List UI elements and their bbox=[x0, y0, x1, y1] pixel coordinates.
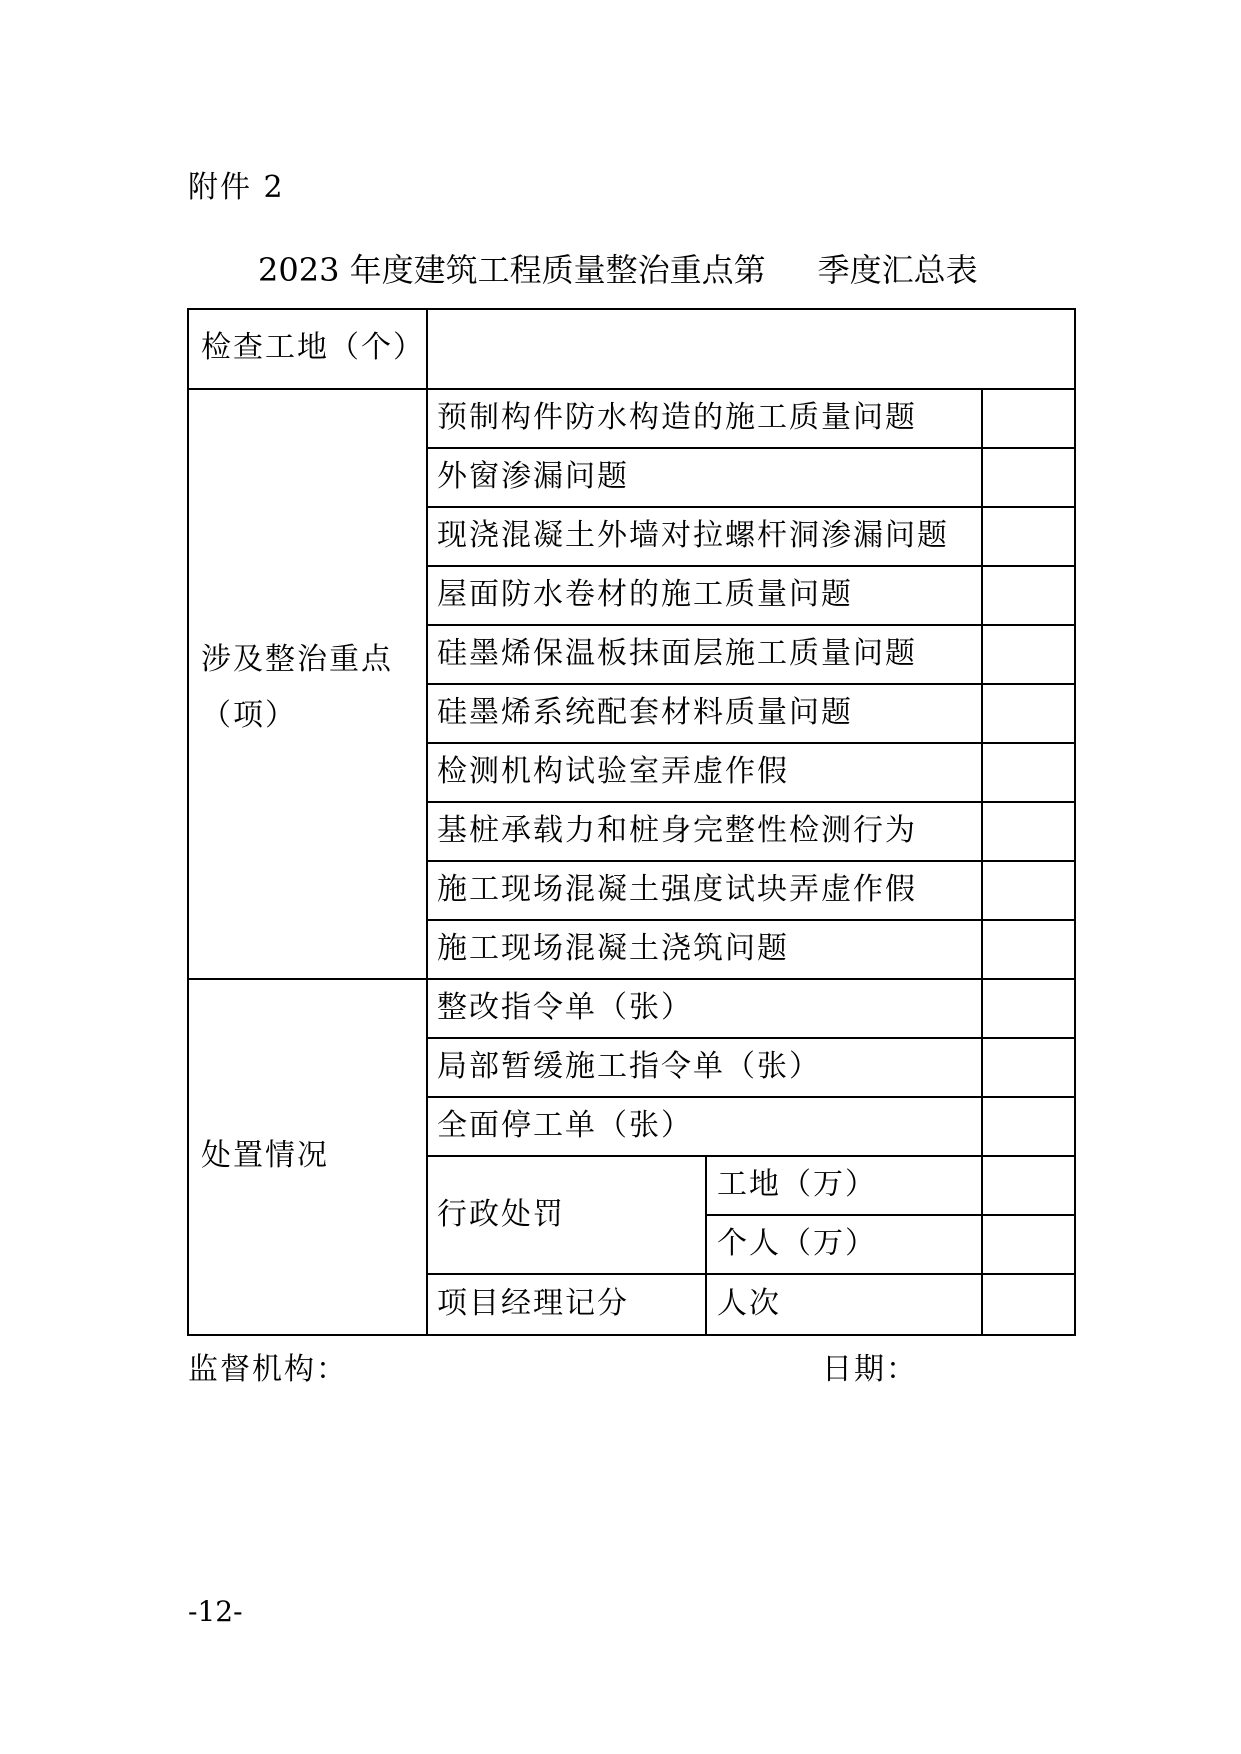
row-line bbox=[426, 1273, 1076, 1275]
table-border-bottom bbox=[187, 1334, 1076, 1336]
admin-penalty-site: 工地（万） bbox=[717, 1167, 877, 1202]
table-border-top bbox=[187, 308, 1076, 310]
row-line bbox=[426, 683, 1076, 685]
inspected-sites-label: 检查工地（个） bbox=[201, 330, 425, 365]
title-part2: 季度汇总表 bbox=[817, 251, 978, 289]
row-line bbox=[187, 388, 1076, 390]
admin-penalty-person: 个人（万） bbox=[717, 1226, 877, 1261]
row-line bbox=[426, 506, 1076, 508]
disposal-item: 整改指令单（张） bbox=[437, 990, 693, 1025]
row-line bbox=[426, 624, 1076, 626]
row-line bbox=[426, 860, 1076, 862]
focus-item: 检测机构试验室弄虚作假 bbox=[437, 754, 789, 789]
row-line bbox=[426, 801, 1076, 803]
focus-item: 硅墨烯系统配套材料质量问题 bbox=[437, 695, 853, 730]
table-border-left bbox=[187, 308, 189, 1336]
focus-item: 外窗渗漏问题 bbox=[437, 459, 629, 494]
pm-score-label: 项目经理记分 bbox=[437, 1286, 629, 1321]
summary-table bbox=[187, 308, 1076, 1336]
row-line bbox=[426, 447, 1076, 449]
focus-group-label-line2: （项） bbox=[201, 698, 297, 733]
focus-item: 屋面防水卷材的施工质量问题 bbox=[437, 577, 853, 612]
disposal-item: 局部暂缓施工指令单（张） bbox=[437, 1049, 821, 1084]
row-line bbox=[705, 1214, 1076, 1216]
focus-item: 现浇混凝土外墙对拉螺杆洞渗漏问题 bbox=[437, 518, 949, 553]
pm-score-unit: 人次 bbox=[717, 1286, 781, 1321]
focus-item: 预制构件防水构造的施工质量问题 bbox=[437, 400, 917, 435]
date-label: 日期： bbox=[822, 1352, 918, 1387]
focus-group-label bbox=[201, 640, 393, 736]
row-line bbox=[426, 742, 1076, 744]
disposal-item: 全面停工单（张） bbox=[437, 1108, 693, 1143]
focus-item: 施工现场混凝土浇筑问题 bbox=[437, 931, 789, 966]
row-line bbox=[426, 565, 1076, 567]
page-number: -12- bbox=[188, 1595, 243, 1628]
focus-item: 施工现场混凝土强度试块弄虚作假 bbox=[437, 872, 917, 907]
row-line bbox=[426, 919, 1076, 921]
focus-item: 基桩承载力和桩身完整性检测行为 bbox=[437, 813, 917, 848]
row-line bbox=[426, 1037, 1076, 1039]
disposal-group-label: 处置情况 bbox=[201, 1138, 329, 1173]
agency-label: 监督机构： bbox=[188, 1352, 348, 1387]
attachment-label: 附件 2 bbox=[188, 170, 285, 205]
focus-group-label-line1: 涉及整治重点 bbox=[201, 642, 393, 677]
col-line bbox=[705, 1155, 707, 1336]
focus-item: 硅墨烯保温板抹面层施工质量问题 bbox=[437, 636, 917, 671]
page-title bbox=[258, 250, 978, 290]
col-line bbox=[981, 388, 983, 1336]
title-part1: 2023 年度建筑工程质量整治重点第 bbox=[258, 251, 766, 289]
row-line bbox=[426, 1096, 1076, 1098]
row-line bbox=[187, 978, 1076, 980]
col-line bbox=[426, 308, 428, 1336]
row-line bbox=[426, 1155, 1076, 1157]
admin-penalty-label: 行政处罚 bbox=[437, 1197, 565, 1232]
table-border-right bbox=[1074, 308, 1076, 1336]
